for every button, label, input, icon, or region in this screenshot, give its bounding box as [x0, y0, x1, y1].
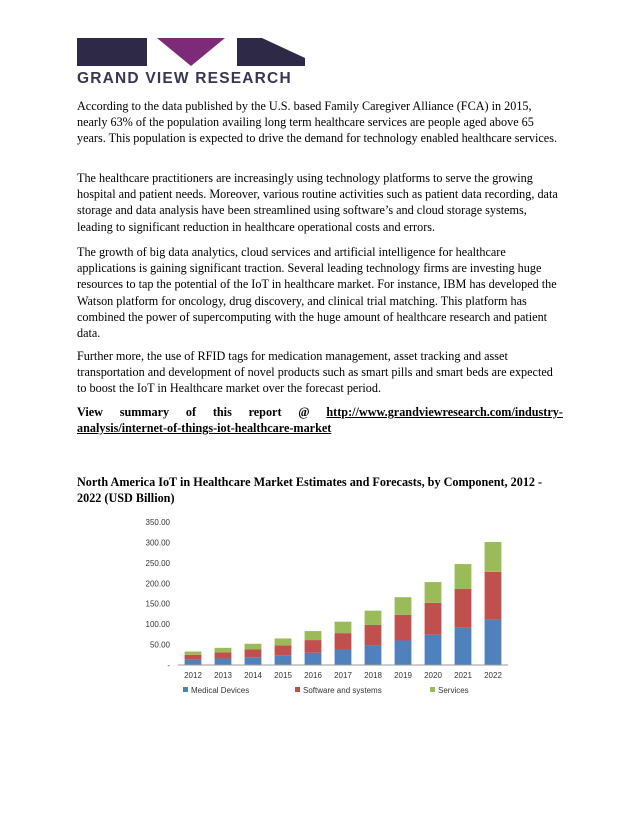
paragraph-practitioners: [77, 170, 563, 235]
bar-segment: [425, 635, 442, 665]
y-tick-label: 200.00: [145, 579, 170, 589]
bar-segment: [335, 649, 352, 665]
bar-segment: [395, 640, 412, 665]
x-tick-label: 2018: [364, 671, 382, 680]
bar-segment: [455, 589, 472, 628]
bar-segment: [485, 572, 502, 620]
bar-segment: [305, 653, 322, 665]
bar-segment: [485, 620, 502, 665]
paragraph-text: Further more, the use of RFID tags for medication management, asset tracking and asset transportation and development of novel products such as smart pills and smart beds are expected to boost the IoT in Healthcare market over the forecast period.: [77, 349, 553, 396]
paragraph-text: The healthcare practitioners are increasingly using technology platforms to serve the growing hospital and patient needs. Moreover, various routine activities such as patient data recording, data storage and data analysis have been streamlined using software’s and cloud storage systems, leading to significant reduction in healthcare operational costs and errors.: [77, 171, 558, 234]
legend-label: Services: [438, 686, 469, 695]
logo-text: GRAND VIEW RESEARCH: [77, 70, 292, 87]
bar-segment: [455, 564, 472, 589]
bar-segment: [275, 638, 292, 645]
bar-segment: [365, 645, 382, 665]
legend-swatch: [295, 687, 300, 692]
legend: [183, 686, 469, 695]
y-axis: [146, 518, 171, 670]
chart-heading: North America IoT in Healthcare Market Estimates and Forecasts, by Component, 2012 - 2022 (USD Billion): [77, 475, 543, 505]
paragraph-fca: [77, 98, 563, 147]
bar-segment: [275, 645, 292, 655]
bar-segment: [425, 582, 442, 603]
bar-segment: [425, 603, 442, 635]
stacked-bar-chart: [100, 512, 520, 710]
paragraph-rfid: [77, 348, 563, 397]
paragraph-big-data: [77, 244, 563, 341]
x-tick-label: 2021: [454, 671, 472, 680]
x-tick-label: 2012: [184, 671, 202, 680]
bar-segment: [245, 649, 262, 657]
bar-segment: [335, 622, 352, 633]
bars: [185, 542, 502, 665]
bar-segment: [305, 640, 322, 653]
bar-segment: [395, 597, 412, 615]
bar-segment: [185, 660, 202, 665]
bar-segment: [215, 658, 232, 665]
report-link-part1[interactable]: http://www.grandviewresearch.com/industry-: [326, 405, 563, 419]
legend-swatch: [183, 687, 188, 692]
bar-segment: [245, 644, 262, 650]
bar-segment: [215, 652, 232, 658]
view-word: View: [77, 405, 103, 419]
x-tick-label: 2014: [244, 671, 262, 680]
view-word: summary: [119, 405, 170, 419]
x-tick-label: 2015: [274, 671, 292, 680]
bar-segment: [245, 657, 262, 665]
bar-segment: [185, 652, 202, 655]
bar-segment: [305, 631, 322, 640]
paragraph-text: The growth of big data analytics, cloud services and artificial intelligence for healthcare applications is gaining significant traction. Several leading technology firms are investing huge resources to tap the potential of the IoT in healthcare market. For instance, IBM has developed the Watson platform for oncology, drug discovery, and clinical trial matching. This platform has combined the power of supercomputing with the huge amount of healthcare research and patient data.: [77, 245, 557, 341]
bar-segment: [215, 648, 232, 652]
y-tick-label: 300.00: [145, 538, 170, 548]
bar-segment: [185, 655, 202, 660]
view-word: @: [298, 405, 310, 419]
y-tick-label: 50.00: [149, 640, 170, 650]
x-axis: [184, 671, 502, 680]
y-tick-label: -: [167, 661, 170, 670]
y-tick-label: 250.00: [145, 558, 170, 568]
legend-label: Software and systems: [303, 686, 382, 695]
view-word: of: [185, 405, 197, 419]
paragraph-text: According to the data published by the U.S. based Family Caregiver Alliance (FCA) in 2015, nearly 63% of the population availing long term healthcare services are people aged above 65 years. This population is expected to drive the demand for technology enabled healthcare services.: [77, 99, 557, 146]
bar-segment: [455, 628, 472, 665]
legend-swatch: [430, 687, 435, 692]
x-tick-label: 2022: [484, 671, 502, 680]
view-word: this: [212, 405, 232, 419]
bar-segment: [365, 611, 382, 625]
bar-segment: [485, 542, 502, 572]
y-tick-label: 100.00: [145, 620, 170, 630]
x-tick-label: 2019: [394, 671, 412, 680]
bar-segment: [365, 625, 382, 645]
x-tick-label: 2013: [214, 671, 232, 680]
bar-segment: [395, 615, 412, 641]
report-link-part2[interactable]: analysis/internet-of-things-iot-healthcare-market: [77, 421, 332, 435]
view-word: report: [248, 405, 282, 419]
legend-label: Medical Devices: [191, 686, 250, 695]
y-tick-label: 150.00: [145, 599, 170, 609]
x-tick-label: 2017: [334, 671, 352, 680]
bar-segment: [275, 655, 292, 665]
view-summary: [77, 404, 563, 436]
x-tick-label: 2020: [424, 671, 442, 680]
x-tick-label: 2016: [304, 671, 322, 680]
y-tick-label: 350.00: [145, 518, 170, 527]
bar-segment: [335, 633, 352, 649]
